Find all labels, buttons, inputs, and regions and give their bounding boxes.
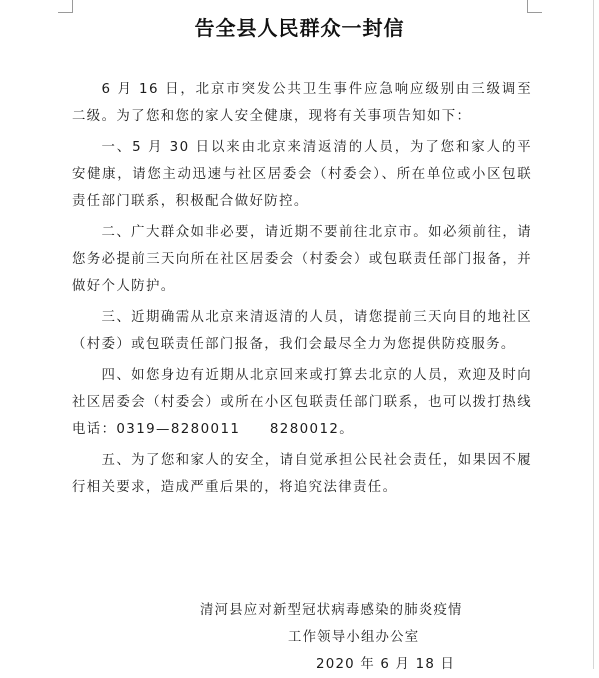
signature-block — [200, 597, 520, 678]
paragraph-item-1: 一、5 月 30 日以来由北京来清返清的人员，为了您和家人的平安健康，请您主动迅速与社区居委会（村委会）、所在单位或小区包联责任部门联系，积极配合做好防控。 — [72, 140, 532, 209]
paragraph-intro: 6 月 16 日，北京市突发公共卫生事件应急响应级别由三级调至二级。为了您和您的家人安全健康，现将有关事项告知如下： — [72, 82, 532, 124]
paragraph-item-5: 五、为了您和家人的安全，请自觉承担公民社会责任，如果因不履行相关要求，造成严重后果的，将追究法律责任。 — [72, 453, 532, 495]
signature-org-line-1: 清河县应对新型冠状病毒感染的肺炎疫情 — [200, 603, 463, 618]
paragraph-item-4: 四、如您身边有近期从北京回来或打算去北京的人员，欢迎及时向社区居委会（村委会）或所在小区包联责任部门联系，也可以拨打热线电话：0319—8280011 8280012。 — [72, 368, 532, 437]
document-body — [72, 76, 532, 501]
page-edge — [593, 0, 594, 669]
paragraph-item-3: 三、近期确需从北京来清返清的人员，请您提前三天向目的地社区（村委）或包联责任部门报备，我们会最尽全力为您提供防疫服务。 — [72, 310, 532, 352]
signature-date: 2020 年 6 月 18 日 — [316, 657, 456, 672]
document-title: 告全县人民群众一封信 — [194, 16, 405, 40]
paragraph-item-2: 二、广大群众如非必要，请近期不要前往北京市。如必须前往，请您务必提前三天向所在社区居委会（村委会）或包联责任部门报备，并做好个人防护。 — [72, 225, 532, 294]
signature-org-line-2: 工作领导小组办公室 — [288, 630, 420, 645]
